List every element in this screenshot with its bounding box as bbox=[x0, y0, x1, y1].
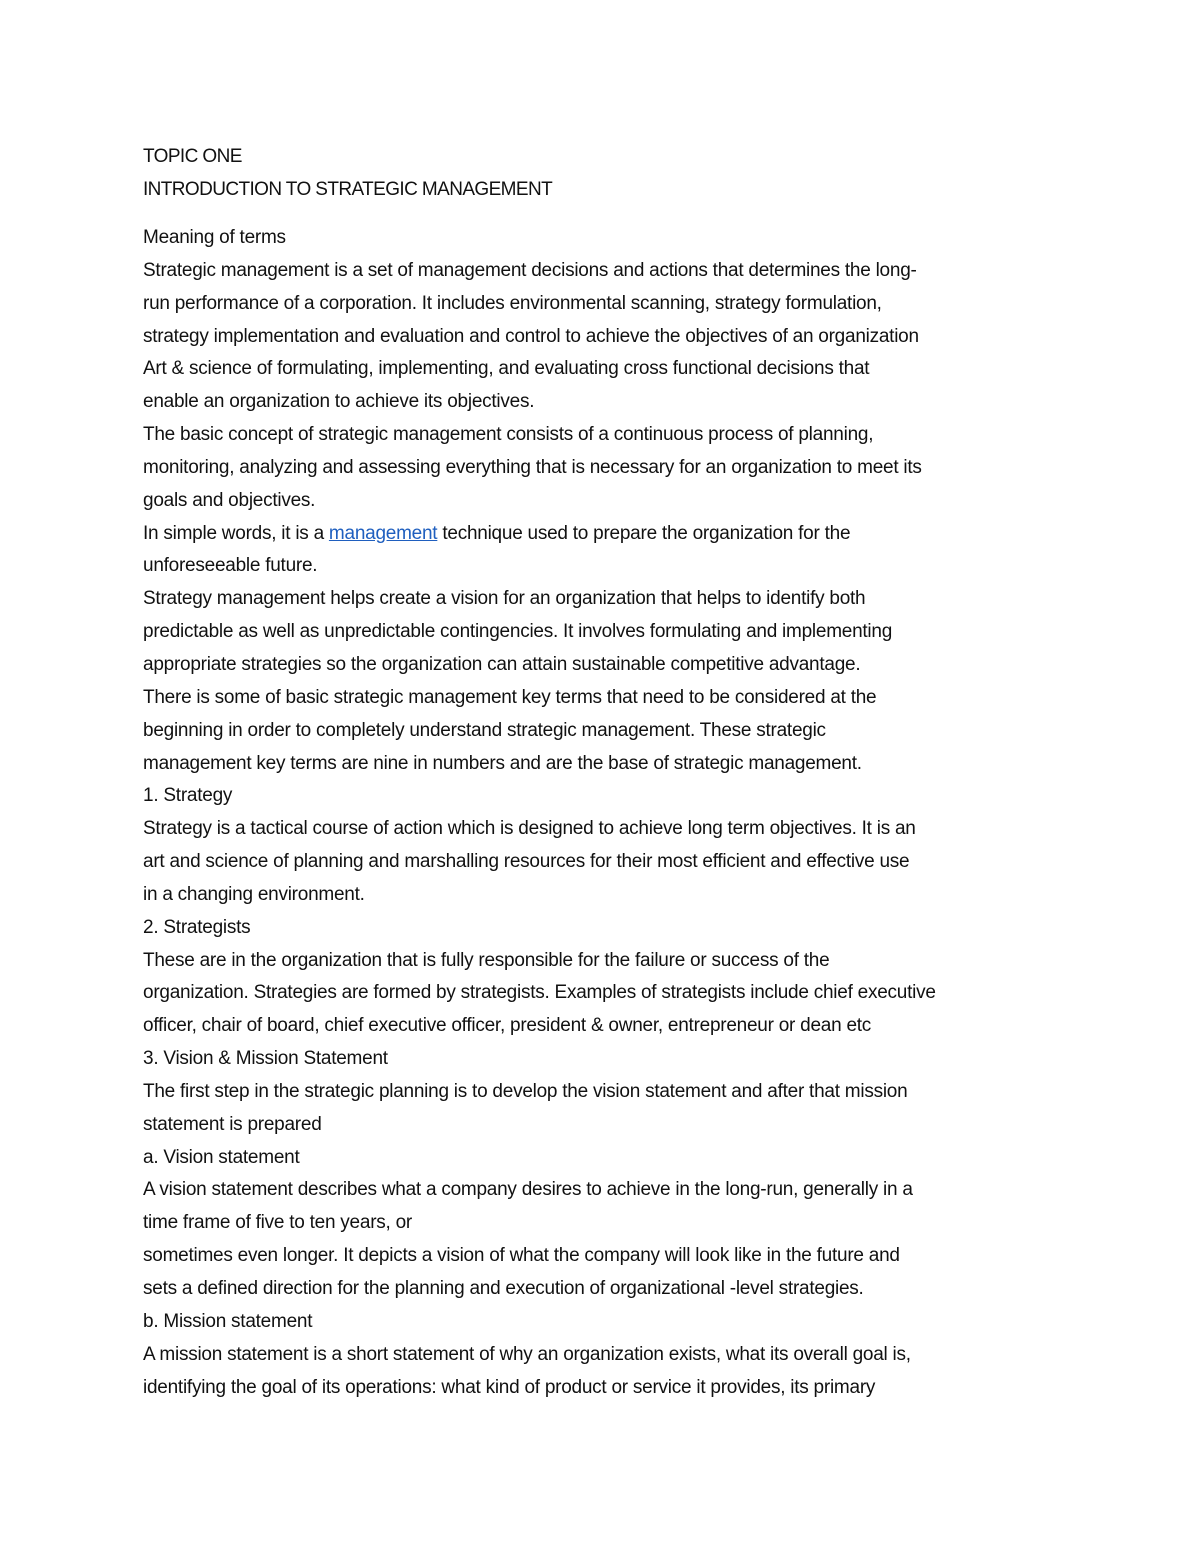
document-body bbox=[143, 222, 1073, 1404]
text-line: time frame of five to ten years, or bbox=[143, 1212, 412, 1234]
text-line: appropriate strategies so the organization can attain sustainable competitive advantage. bbox=[143, 653, 861, 675]
text-fragment: technique used to prepare the organization for the bbox=[437, 522, 851, 544]
section-label-mission-statement: b. Mission statement bbox=[143, 1310, 313, 1332]
text-line: sets a defined direction for the planning and execution of organizational -level strategies. bbox=[143, 1278, 864, 1299]
text-line: Art & science of formulating, implementing, and evaluating cross functional decisions that bbox=[143, 358, 870, 380]
text-line: The basic concept of strategic management consists of a continuous process of planning, bbox=[143, 424, 874, 446]
section-label-strategists: 2. Strategists bbox=[143, 916, 251, 938]
text-line: in a changing environment. bbox=[143, 883, 365, 905]
text-line: goals and objectives. bbox=[143, 489, 316, 511]
section-label-vision-statement: a. Vision statement bbox=[143, 1146, 300, 1168]
text-line: art and science of planning and marshalling resources for their most efficient and effective use bbox=[143, 851, 910, 873]
text-line: Strategy management helps create a vision for an organization that helps to identify both bbox=[143, 588, 866, 610]
text-line: statement is prepared bbox=[143, 1113, 322, 1135]
management-link[interactable]: management bbox=[328, 522, 438, 544]
text-line: officer, chair of board, chief executive officer, president & owner, entrepreneur or dean etc bbox=[143, 1015, 872, 1037]
text-line: There is some of basic strategic management key terms that need to be considered at the bbox=[143, 686, 877, 708]
text-line: A mission statement is a short statement of why an organization exists, what its overall goal is, bbox=[143, 1343, 911, 1365]
section-label-strategy: 1. Strategy bbox=[143, 785, 233, 807]
text-fragment: In simple words, it is a bbox=[143, 522, 329, 544]
text-line: A vision statement describes what a company desires to achieve in the long-run, generally in a bbox=[143, 1179, 913, 1201]
text-line: beginning in order to completely understand strategic management. These strategic bbox=[143, 719, 826, 741]
topic-heading: TOPIC ONE bbox=[143, 146, 242, 167]
text-line: management key terms are nine in numbers and are the base of strategic management. bbox=[143, 752, 862, 774]
document-page bbox=[143, 140, 1073, 1404]
text-line: enable an organization to achieve its objectives. bbox=[143, 391, 535, 413]
page-title: INTRODUCTION TO STRATEGIC MANAGEMENT bbox=[143, 179, 553, 200]
text-line: Strategic management is a set of management decisions and actions that determines the long- bbox=[143, 259, 917, 281]
text-line: run performance of a corporation. It includes environmental scanning, strategy formulation, bbox=[143, 292, 882, 314]
text-line: organization. Strategies are formed by strategists. Examples of strategists include chief executive bbox=[143, 982, 936, 1004]
text-line: unforeseeable future. bbox=[143, 555, 318, 577]
text-line: monitoring, analyzing and assessing everything that is necessary for an organization to meet its bbox=[143, 456, 922, 478]
text-line: These are in the organization that is fully responsible for the failure or success of the bbox=[143, 949, 830, 971]
text-line: identifying the goal of its operations: what kind of product or service it provides, its primary bbox=[143, 1376, 876, 1398]
text-line-with-link bbox=[143, 518, 1073, 551]
text-line: The first step in the strategic planning is to develop the vision statement and after that mission bbox=[143, 1080, 908, 1102]
text-line: predictable as well as unpredictable contingencies. It involves formulating and implementing bbox=[143, 621, 893, 643]
text-line: strategy implementation and evaluation and control to achieve the objectives of an organization bbox=[143, 325, 919, 347]
text-line: sometimes even longer. It depicts a vision of what the company will look like in the future and bbox=[143, 1245, 900, 1267]
section-label-meaning: Meaning of terms bbox=[143, 227, 286, 248]
text-line: Strategy is a tactical course of action which is designed to achieve long term objectives. It is an bbox=[143, 818, 916, 840]
section-label-vision-mission: 3. Vision & Mission Statement bbox=[143, 1048, 388, 1070]
